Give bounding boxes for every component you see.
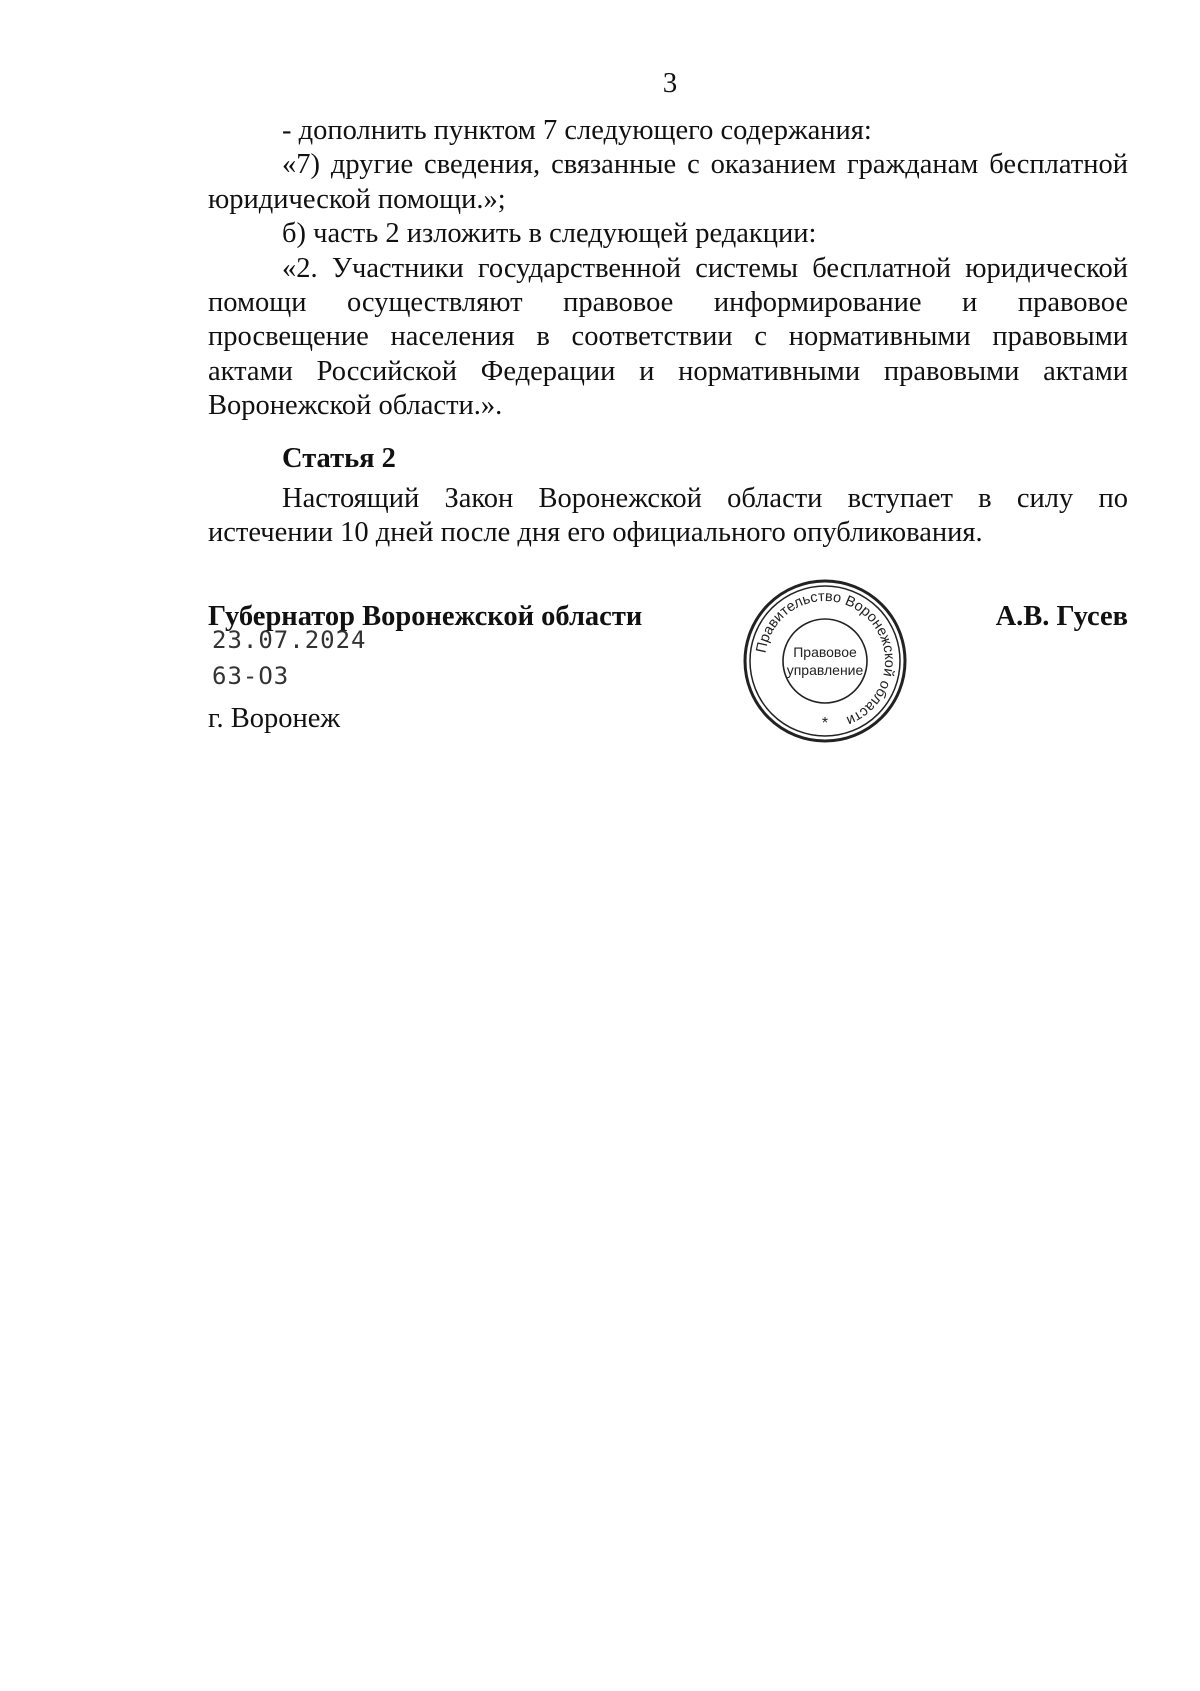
stamp-star-icon: * (821, 715, 829, 732)
article-2-text: Настоящий Закон Воронежской области вступает в силу по истечении 10 дней после дня его официального опубликования. (208, 482, 1128, 549)
paragraph-part-2-intro: б) часть 2 изложить в следующей редакции: (282, 218, 817, 250)
paragraph-add-item-7: - дополнить пунктом 7 следующего содержания: (282, 115, 872, 146)
official-stamp (742, 578, 908, 744)
page-number: 3 (662, 67, 678, 99)
paragraph-item-7-text: «7) другие сведения, связанные с оказанием гражданам бесплатной юридической помощи.»; (208, 149, 1128, 215)
law-date: 23.07.2024 (212, 626, 367, 654)
stamp-center-line-2: управление (786, 662, 864, 678)
law-place: г. Воронеж (208, 703, 341, 734)
law-meta (208, 0, 608, 800)
stamp-ring-text: Правительство Воронежской области (753, 588, 898, 729)
stamp-center-line-1: Правовое (793, 644, 857, 660)
governor-name: А.В. Гусев (995, 601, 1128, 632)
article-2-heading: Статья 2 (282, 442, 396, 474)
paragraph-part-2-text: «2. Участники государственной системы бесплатной юридической помощи осуществляют правовое информирование и правовое просвещение населения в соответствии с нормативными правовыми актами Российской Федерации и нормативными правовыми актами Воронежской области.». (208, 252, 1128, 422)
stamp-seal-icon (742, 578, 908, 744)
governor-title: Губернатор Воронежской области (208, 601, 643, 632)
law-number: 63-ОЗ (212, 662, 290, 690)
